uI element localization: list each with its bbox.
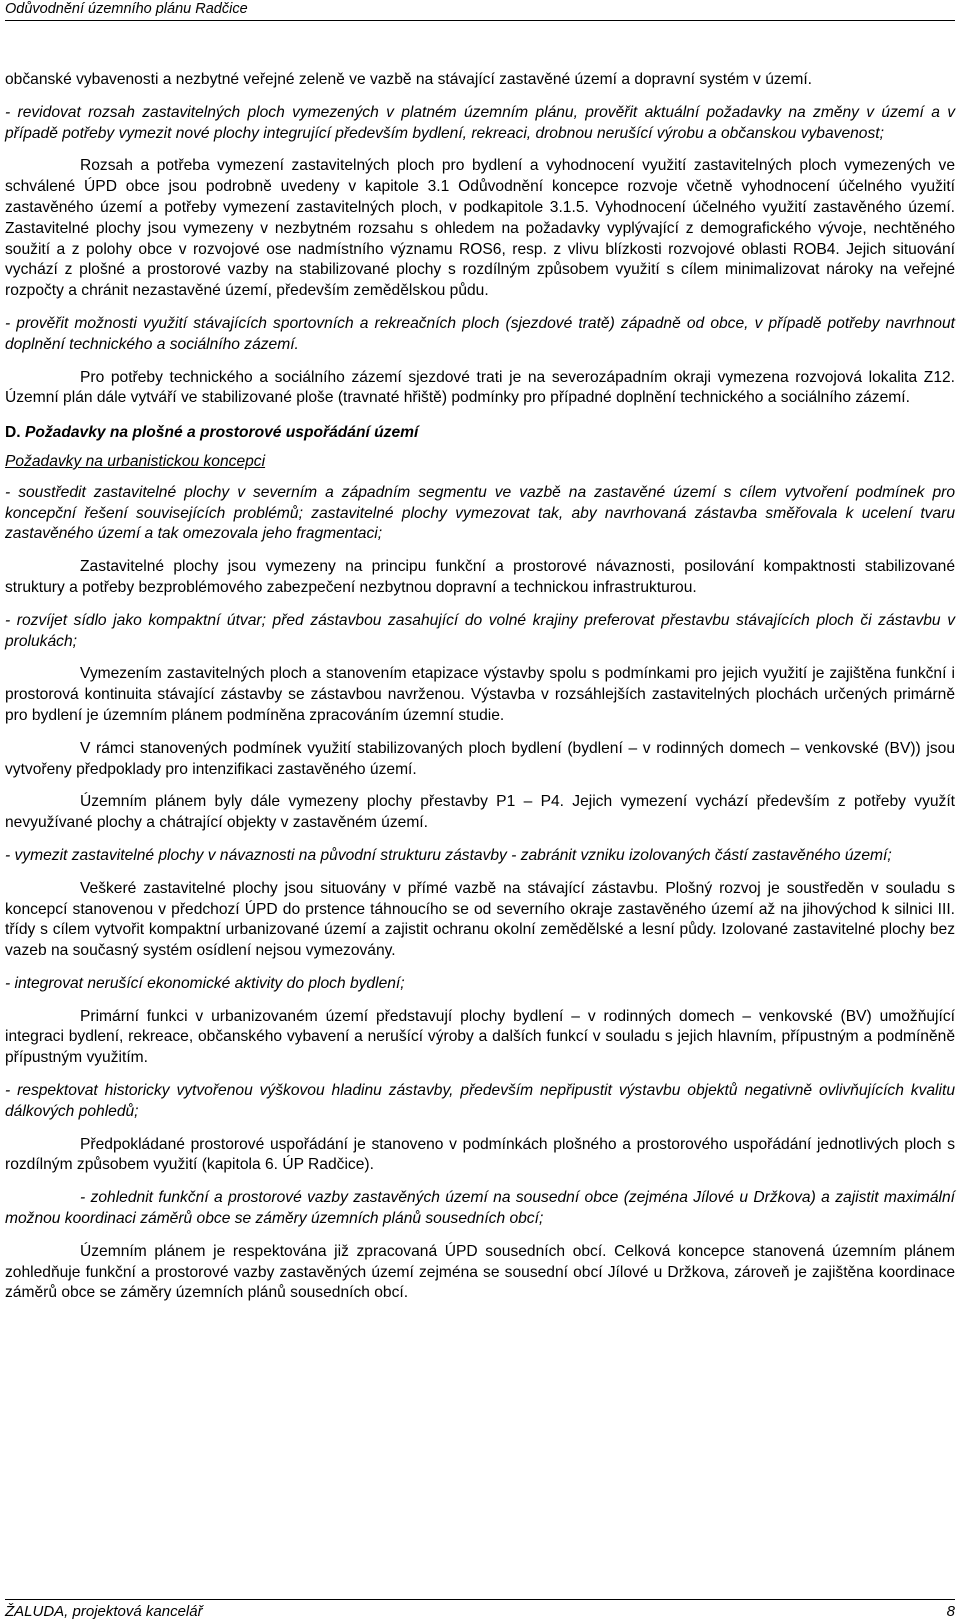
- page-header: [5, 0, 955, 21]
- paragraph: Primární funkci v urbanizovaném území představují plochy bydlení – v rodinných domech – venkovské (BV) umožňující integraci bydlení, rekreace, občanského vybavení a nerušící výroby a dalších funkcí v souladu s jejich hlavním, přípustným a podmíněně přípustným využitím.: [5, 1007, 955, 1067]
- footer-company: ŽALUDA, projektová kancelář: [5, 1603, 203, 1620]
- paragraph: Zastavitelné plochy jsou vymezeny na principu funkční a prostorové návaznosti, posilování kompaktnosti stabilizované struktury a potřeby bezproblémového zabezpečení nezbytnou dopravní a technickou infrastrukturou.: [5, 558, 955, 596]
- paragraph: Předpokládané prostorové uspořádání je stanoveno v podmínkách plošného a prostorového uspořádání jednotlivých ploch s rozdílným způsobem využití (kapitola 6. ÚP Radčice).: [5, 1135, 955, 1174]
- subheading: Požadavky na urbanistickou koncepci: [5, 452, 266, 470]
- paragraph: Pro potřeby technického a sociálního zázemí sjezdové trati je na severozápadním okraji vymezena rozvojová lokalita Z12. Územní plán dále vytváří ve stabilizované ploše (travnaté hřiště) podmínky pro případné doplnění technického a sociálního zázemí.: [5, 368, 955, 407]
- requirement-item: - revidovat rozsah zastavitelných ploch vymezených v platném územním plánu, prověřit aktuální požadavky na změny v území a v případě potřeby vymezit nové plochy integrující především bydlení, rekreaci, drobnou nerušící výrobu a občanskou vybavenost;: [5, 103, 955, 142]
- paragraph-text: Vyhodnocení účelného využití zastavěného území.: [595, 198, 955, 216]
- page-footer: [5, 1599, 955, 1622]
- requirement-item: - prověřit možnosti využití stávajících sportovních a rekreačních ploch (sjezdové tratě) západně od obce, v případě potřeby navrhnout doplnění technického a sociálního zázemí.: [5, 314, 955, 353]
- paragraph: Veškeré zastavitelné plochy jsou situovány v přímé vazbě na stávající zástavbu. Plošný rozvoj je soustředěn v souladu s koncepcí stanovenou v předchozí ÚPD do prstence táhnoucího se od severního okraje zastavěného území až na jihovýchod k silnici III. třídy s cílem vytvořit kompaktní urbanizované území a zajistit ochranu okolní zemědělské a lesní půdy. Izolované zastavitelné plochy bez vazeb na současný systém osídlení nejsou vymezovány.: [5, 879, 955, 960]
- requirement-item: - rozvíjet sídlo jako kompaktní útvar; před zástavbou zasahující do volné krajiny preferovat přestavbu stávajících ploch či zástavbu v prolukách;: [5, 611, 955, 650]
- paragraph-text: Rozsah a potřeba vymezení zastavitelných ploch pro bydlení a vyhodnocení využití zastavitelných ploch vymezených ve schválené ÚPD obce jsou podrobně uvedeny v kapitole 3.1 Odůvodnění koncepce rozvoje včetně vyhodnocení účelného využití zastavěného území a potřeby vymezení zastavitelných ploch, v podkapitole 3.1.5.: [5, 157, 955, 216]
- paragraph: V rámci stanovených podmínek využití stabilizovaných ploch bydlení (bydlení – v rodinných domech – venkovské (BV)) jsou vytvořeny předpoklady pro intenzifikaci zastavěného území.: [5, 739, 955, 778]
- paragraph: Vymezením zastavitelných ploch a stanovením etapizace výstavby spolu s podmínkami pro jejich využití je zajištěna funkční i prostorová kontinuita stávající zástavby se zástavbou navrženou. Výstavba v rozsáhlejších zastavitelných plochách určených primárně pro bydlení je územním plánem podmíněna zpracováním územní studie.: [5, 665, 955, 724]
- paragraph: Územním plánem byly dále vymezeny plochy přestavby P1 – P4. Jejich vymezení vychází především z potřeby využít nevyužívané plochy a chátrající objekty v zastavěném území.: [5, 793, 955, 832]
- paragraph: Územním plánem je respektována již zpracovaná ÚPD sousedních obcí. Celková koncepce stanovená územním plánem zohledňuje funkční a prostorové vazby zastavěných území zejména se sousední obcí Jílové u Držkova, zároveň je zajištěna koordinace záměrů obce se záměry územních plánů sousedních obcí.: [5, 1242, 955, 1302]
- document-body: [5, 70, 955, 1316]
- header-title: Odůvodnění územního plánu Radčice: [5, 1, 248, 17]
- requirement-item: - vymezit zastavitelné plochy v návaznosti na původní strukturu zástavby - zabránit vzniku izolovaných částí zastavěného území;: [5, 846, 892, 864]
- section-heading: [5, 423, 955, 444]
- section-heading-text: Požadavky na plošné a prostorové uspořádání území: [24, 424, 419, 442]
- requirement-item: - soustředit zastavitelné plochy v severním a západním segmentu ve vazbě na zastavěné území s cílem vytvoření podmínek pro koncepční řešení souvisejících problémů; zastavitelné plochy vymezovat tak, aby navrhovaná zástavba směřovala k ucelení tvaru zastavěného území a tak omezovala jeho fragmentaci;: [5, 483, 955, 543]
- page-number: 8: [946, 1603, 955, 1620]
- paragraph: [5, 156, 955, 302]
- paragraph-text: Zastavitelné plochy jsou vymezeny v nezbytném rozsahu s ohledem na požadavky vyplývající z demografického vývoje, nechtěného soužití a z polohy obce v rozvojové ose nadmístního významu ROS6, resp. z vlivu blízkosti rozvojové oblasti ROB4. Jejich situování vychází z plošné a prostorové vazby na stabilizované plochy s rozdílným způsobem využití s cílem minimalizovat nároky na veřejné rozpočty a chránit nezastavěné území, především zemědělskou půdu.: [5, 219, 955, 300]
- paragraph: občanské vybavenosti a nezbytné veřejné zeleně ve vazbě na stávající zastavěné území a dopravní systém v území.: [5, 71, 812, 88]
- section-heading-prefix: D.: [5, 424, 25, 442]
- requirement-item: - respektovat historicky vytvořenou výškovou hladinu zástavby, především nepřipustit výstavbu objektů negativně ovlivňujících kvalitu dálkových pohledů;: [5, 1082, 955, 1120]
- requirement-item: - integrovat nerušící ekonomické aktivity do ploch bydlení;: [5, 974, 405, 992]
- requirement-item: - zohlednit funkční a prostorové vazby zastavěných území na sousední obce (zejména Jílové u Držkova) a zajistit maximální možnou koordinaci záměrů obce se záměry územních plánů sousedních obcí;: [5, 1189, 955, 1228]
